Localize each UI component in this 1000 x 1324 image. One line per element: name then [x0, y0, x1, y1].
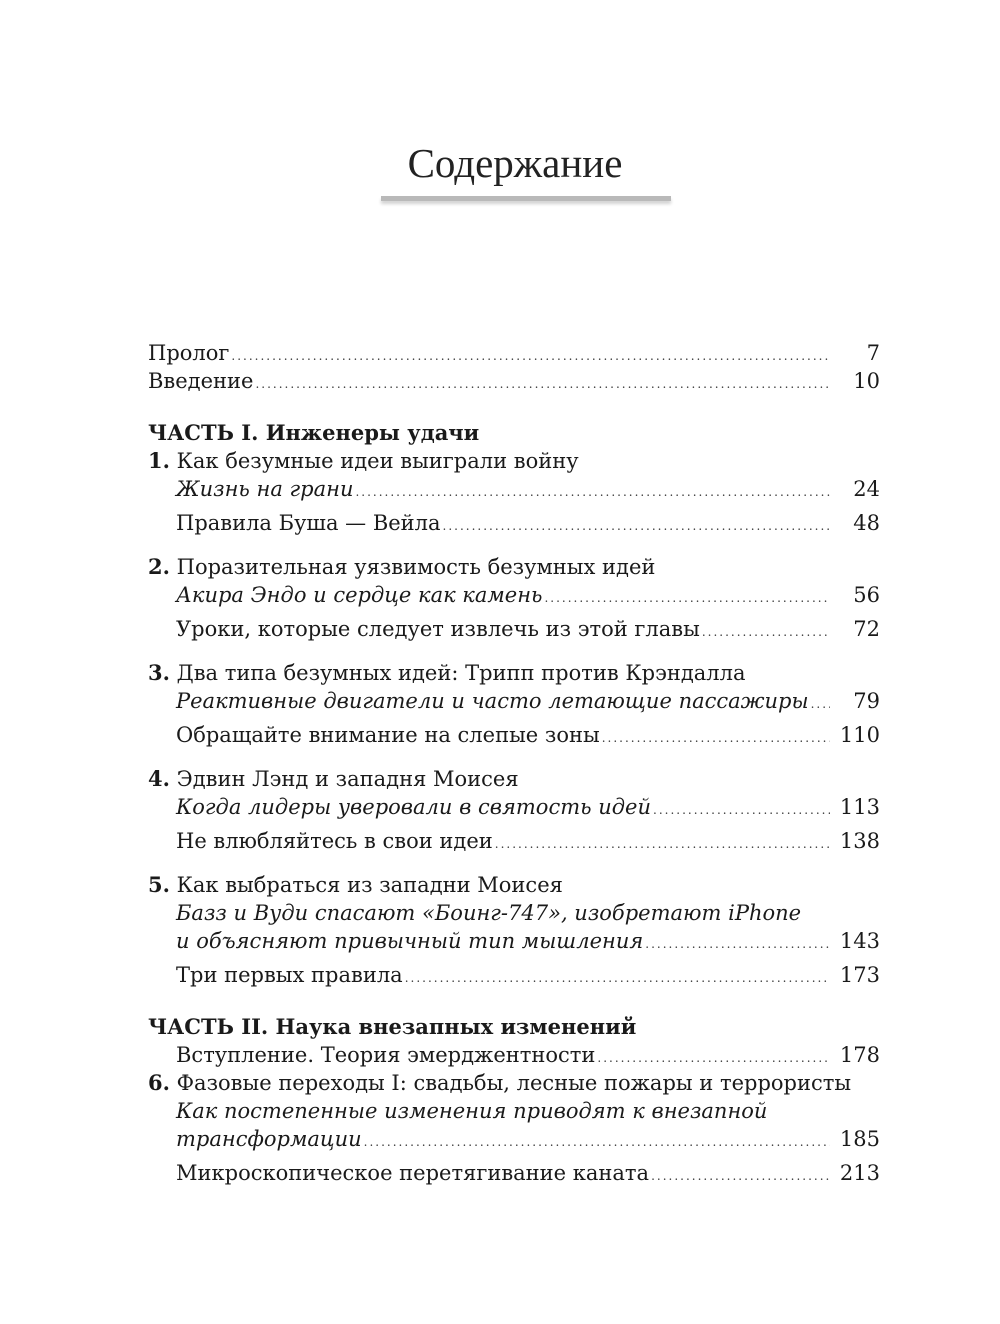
toc-entry-label: Акира Эндо и сердце как камень — [176, 583, 543, 607]
toc-entry-ch2-s2[interactable] — [148, 615, 880, 643]
toc-entry-ch5-s2[interactable] — [148, 961, 880, 989]
title-underline — [381, 196, 671, 201]
toc-entry-ch3-s2[interactable] — [148, 721, 880, 749]
toc-entry-label: Микроскопическое перетягивание каната — [176, 1161, 650, 1185]
toc-chapter-2 — [148, 553, 880, 581]
toc-page-number: 185 — [839, 1127, 880, 1151]
toc-chapter-5 — [148, 871, 880, 899]
table-of-contents — [148, 339, 880, 1187]
toc-entry-ch6-s1-line1 — [148, 1097, 880, 1125]
toc-entry-ch1-s1[interactable] — [148, 475, 880, 503]
toc-page-number: 113 — [839, 795, 880, 819]
toc-part-2 — [148, 1013, 880, 1041]
part-heading: ЧАСТЬ II. Наука внезапных изменений — [148, 1014, 637, 1039]
chapter-number: 1. — [148, 448, 170, 473]
toc-entry-label: Как постепенные изменения приводят к внезапной — [176, 1099, 768, 1123]
toc-entry-ch5-s1-line1 — [148, 899, 880, 927]
toc-page-number: 10 — [853, 369, 880, 393]
leader-dots — [811, 690, 830, 718]
leader-dots — [405, 964, 830, 992]
toc-entry-label: Уроки, которые следует извлечь из этой главы — [176, 617, 700, 641]
chapter-title: Как выбраться из западни Моисея — [176, 873, 563, 897]
toc-entry-part2-intro[interactable] — [148, 1041, 880, 1069]
leader-dots — [653, 796, 830, 824]
chapter-title: Два типа безумных идей: Трипп против Крэндалла — [176, 661, 746, 685]
chapter-title: Как безумные идеи выиграли войну — [176, 449, 579, 473]
toc-chapter-3 — [148, 659, 880, 687]
toc-entry-ch4-s1[interactable] — [148, 793, 880, 821]
chapter-number: 6. — [148, 1070, 170, 1095]
chapter-number: 4. — [148, 766, 170, 791]
toc-page-number: 138 — [839, 829, 880, 853]
toc-page-number: 110 — [839, 723, 880, 747]
toc-entry-ch5-s1[interactable] — [148, 927, 880, 955]
leader-dots — [597, 1044, 830, 1072]
toc-entry-label: Не влюбляйтесь в свои идеи — [176, 829, 493, 853]
toc-entry-label: Пролог — [148, 341, 230, 365]
chapter-number: 3. — [148, 660, 170, 685]
toc-entry-ch2-s1[interactable] — [148, 581, 880, 609]
toc-entry-label: Три первых правила — [176, 963, 403, 987]
toc-page-number: 173 — [839, 963, 880, 987]
chapter-title: Поразительная уязвимость безумных идей — [176, 555, 656, 579]
leader-dots — [495, 830, 830, 858]
leader-dots — [231, 342, 830, 370]
chapter-number: 2. — [148, 554, 170, 579]
toc-entry-label: трансформации — [176, 1127, 362, 1151]
leader-dots — [645, 930, 830, 958]
toc-page-number: 213 — [839, 1161, 880, 1185]
toc-page-number: 178 — [839, 1043, 880, 1067]
toc-entry-label: Жизнь на грани — [176, 477, 354, 501]
toc-entry-ch6-s1[interactable] — [148, 1125, 880, 1153]
toc-chapter-4 — [148, 765, 880, 793]
leader-dots — [443, 512, 830, 540]
leader-dots — [651, 1162, 830, 1190]
toc-entry-label: Обращайте внимание на слепые зоны — [176, 723, 600, 747]
toc-entry-ch1-s2[interactable] — [148, 509, 880, 537]
toc-page-number: 48 — [853, 511, 880, 535]
toc-entry-ch4-s2[interactable] — [148, 827, 880, 855]
leader-dots — [702, 618, 830, 646]
toc-entry-ch3-s1[interactable] — [148, 687, 880, 715]
toc-entry-label: Реактивные двигатели и часто летающие пассажиры — [176, 689, 809, 713]
toc-entry-label: Введение — [148, 369, 254, 393]
leader-dots — [602, 724, 830, 752]
part-heading: ЧАСТЬ I. Инженеры удачи — [148, 420, 480, 445]
toc-page-number: 7 — [866, 341, 880, 365]
toc-entry-label: и объясняют привычный тип мышления — [176, 929, 644, 953]
toc-entry-label: Когда лидеры уверовали в святость идей — [176, 795, 652, 819]
chapter-title: Эдвин Лэнд и западня Моисея — [176, 767, 519, 791]
toc-page-number: 24 — [853, 477, 880, 501]
page-title: Содержание — [407, 140, 623, 186]
leader-dots — [544, 584, 830, 612]
toc-entry-label: Правила Буша — Вейла — [176, 511, 441, 535]
chapter-number: 5. — [148, 872, 170, 897]
toc-chapter-6 — [148, 1069, 880, 1097]
toc-page-number: 56 — [853, 583, 880, 607]
toc-page-number: 143 — [839, 929, 880, 953]
leader-dots — [255, 370, 830, 398]
toc-chapter-1 — [148, 447, 880, 475]
toc-entry-prolog[interactable] — [148, 339, 880, 367]
toc-entry-label: Вступление. Теория эмерджентности — [176, 1043, 596, 1067]
toc-entry-intro[interactable] — [148, 367, 880, 395]
leader-dots — [364, 1128, 830, 1156]
toc-entry-ch6-s2[interactable] — [148, 1159, 880, 1187]
toc-entry-label: Базз и Вуди спасают «Боинг-747», изобретают iPhone — [176, 901, 802, 925]
toc-part-1 — [148, 419, 880, 447]
toc-page-number: 79 — [853, 689, 880, 713]
toc-page-number: 72 — [853, 617, 880, 641]
chapter-title: Фазовые переходы I: свадьбы, лесные пожары и террористы — [176, 1071, 852, 1095]
leader-dots — [355, 478, 830, 506]
